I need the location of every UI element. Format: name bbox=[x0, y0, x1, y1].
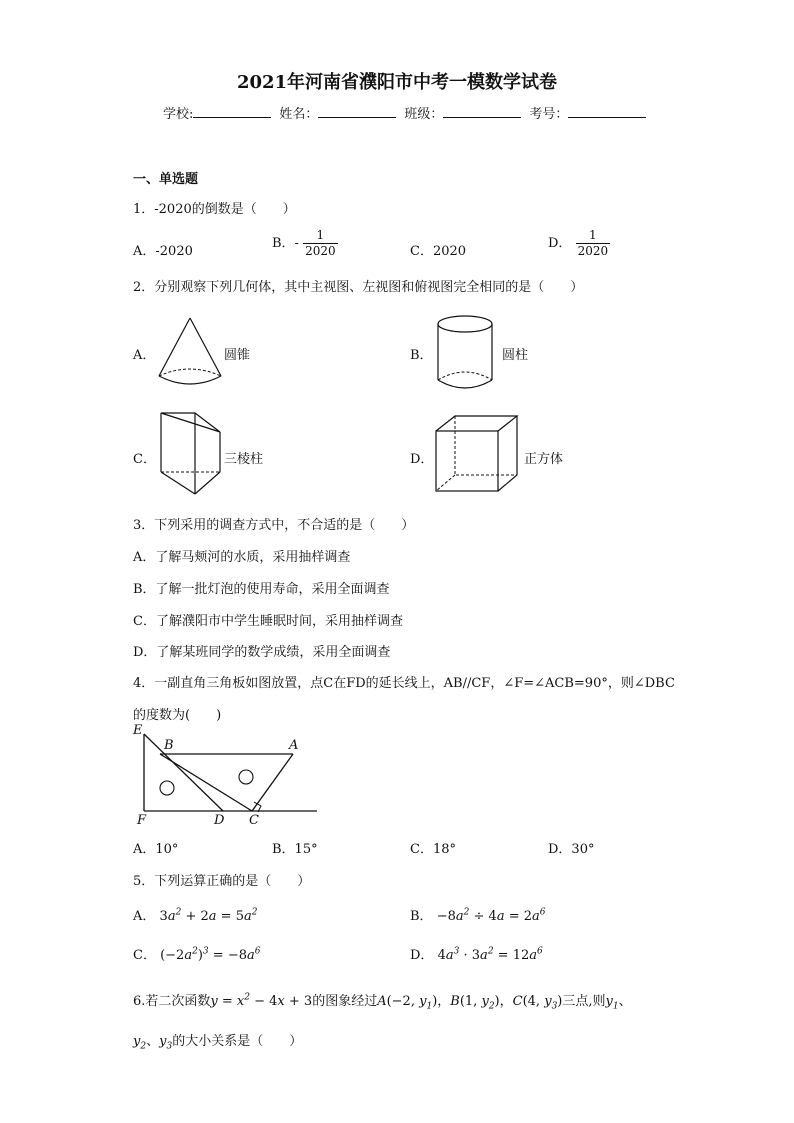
q3-option-c: C．了解濮阳市中学生睡眠时间，采用抽样调查 bbox=[133, 614, 403, 629]
q5-c-letter: C． bbox=[133, 948, 156, 963]
page-title: 2021年河南省濮阳市中考一模数学试卷 bbox=[236, 72, 558, 93]
class-blank bbox=[443, 105, 521, 118]
q5-a-expression: $3a^2 + 2a = 5a^2$ bbox=[159, 907, 258, 924]
q1-b-fraction: $\frac{1}{2020}$ bbox=[305, 228, 336, 258]
q4-stem-line2: 的度数为( ) bbox=[133, 708, 222, 723]
q6-comma-2: ， bbox=[499, 994, 513, 1009]
q3-option-a: A．了解马颊河的水质，采用抽样调查 bbox=[133, 550, 351, 565]
label-C: C bbox=[249, 813, 259, 828]
triangle-rulers-figure bbox=[130, 724, 330, 832]
q6-point-c: C(4, $y_3$) bbox=[512, 994, 563, 1012]
q6-y1: $y_1$ bbox=[605, 994, 619, 1012]
label-F: F bbox=[137, 813, 147, 828]
q2-option-a-letter: A． bbox=[133, 348, 156, 363]
q6-point-b: B(1, $y_2$) bbox=[450, 994, 500, 1012]
q1-d-prefix: D． bbox=[548, 236, 572, 251]
q3-option-d: D．了解某班同学的数学成绩，采用全面调查 bbox=[133, 645, 391, 660]
q2-option-d-letter: D． bbox=[410, 452, 434, 467]
q4-stem-line1: 4．一副直角三角板如图放置，点C在FD的延长线上，AB//CF，∠F=∠ACB=90°，则∠DBC bbox=[133, 676, 675, 691]
q6-function: $y = x^2 - 4x + 3$ bbox=[210, 992, 313, 1009]
q6-line2-end: 的大小关系是（ ） bbox=[172, 1034, 303, 1049]
label-B: B bbox=[164, 738, 174, 753]
cube-figure bbox=[433, 413, 523, 495]
q5-option-b bbox=[410, 905, 546, 924]
school-label: 学校: bbox=[163, 107, 194, 122]
school-blank bbox=[193, 105, 271, 118]
q1-b-prefix: B．- bbox=[272, 236, 299, 251]
q5-option-d bbox=[410, 944, 543, 963]
q5-c-expression: $(-2a^2)^3 = -8a^6$ bbox=[160, 946, 261, 963]
q1-option-a: A．-2020 bbox=[133, 244, 193, 259]
q5-stem: 5．下列运算正确的是（ ） bbox=[133, 874, 311, 889]
q2-option-b-letter: B． bbox=[410, 348, 433, 363]
cylinder-figure bbox=[435, 310, 500, 392]
triangular-prism-figure bbox=[155, 410, 225, 498]
student-info-line bbox=[163, 103, 654, 122]
q6-mid: 的图象经过 bbox=[312, 994, 378, 1009]
q1-option-d bbox=[548, 228, 610, 259]
q5-d-letter: D． bbox=[410, 948, 434, 963]
q6-comma-1: ， bbox=[437, 994, 451, 1009]
name-label: 姓名： bbox=[279, 107, 319, 122]
q2-option-a-label: 圆锥 bbox=[224, 348, 251, 363]
q6-point-a: A(−2, $y_1$) bbox=[377, 994, 438, 1012]
q2-option-d-label: 正方体 bbox=[524, 452, 564, 467]
q5-d-expression: $4a^3 \cdot 3a^2 = 12a^6$ bbox=[437, 946, 543, 963]
q4-option-a: A．10° bbox=[133, 842, 179, 857]
q1-d-fraction: $\frac{1}{2020}$ bbox=[577, 228, 609, 258]
q1-option-c: C．2020 bbox=[410, 244, 467, 259]
q6-end: 三点,则 bbox=[562, 994, 606, 1009]
number-blank bbox=[568, 105, 646, 118]
name-blank bbox=[318, 105, 396, 118]
q6-y2: $y_2$ bbox=[133, 1034, 147, 1052]
q1-stem: 1．-2020的倒数是（ ） bbox=[133, 202, 296, 217]
label-A: A bbox=[289, 738, 299, 753]
q4-option-d: D．30° bbox=[548, 842, 595, 857]
q6-prefix: 6.若二次函数 bbox=[133, 994, 211, 1009]
q6-line1 bbox=[133, 990, 632, 1012]
q5-b-letter: B． bbox=[410, 909, 433, 924]
q2-option-b-label: 圆柱 bbox=[502, 348, 529, 363]
q4-option-b: B．15° bbox=[272, 842, 318, 857]
q5-b-expression: $-8a^2 \div 4a = 2a^6$ bbox=[436, 907, 546, 924]
q3-stem: 3．下列采用的调查方式中，不合适的是（ ） bbox=[133, 518, 415, 533]
q2-stem: 2．分别观察下列几何体，其中主视图、左视图和俯视图完全相同的是（ ） bbox=[133, 280, 584, 295]
q6-y3: $y_3$ bbox=[159, 1034, 173, 1052]
q6-sep-2: 、 bbox=[146, 1034, 160, 1049]
q5-option-c bbox=[133, 944, 261, 963]
section-heading: 一、单选题 bbox=[133, 172, 199, 187]
q2-option-c-letter: C． bbox=[133, 452, 156, 467]
q6-sep-1: 、 bbox=[618, 994, 632, 1009]
cone-figure bbox=[150, 310, 230, 390]
label-E: E bbox=[133, 723, 143, 738]
q3-option-b: B．了解一批灯泡的使用寿命，采用全面调查 bbox=[133, 582, 390, 597]
number-label: 考号： bbox=[529, 107, 569, 122]
q6-line2 bbox=[133, 1030, 302, 1052]
q5-a-letter: A． bbox=[133, 909, 156, 924]
class-label: 班级： bbox=[404, 107, 444, 122]
q5-option-a bbox=[133, 905, 257, 924]
q2-option-c-label: 三棱柱 bbox=[224, 452, 264, 467]
q1-option-b bbox=[272, 228, 338, 259]
q4-option-c: C．18° bbox=[410, 842, 456, 857]
label-D: D bbox=[214, 813, 225, 828]
